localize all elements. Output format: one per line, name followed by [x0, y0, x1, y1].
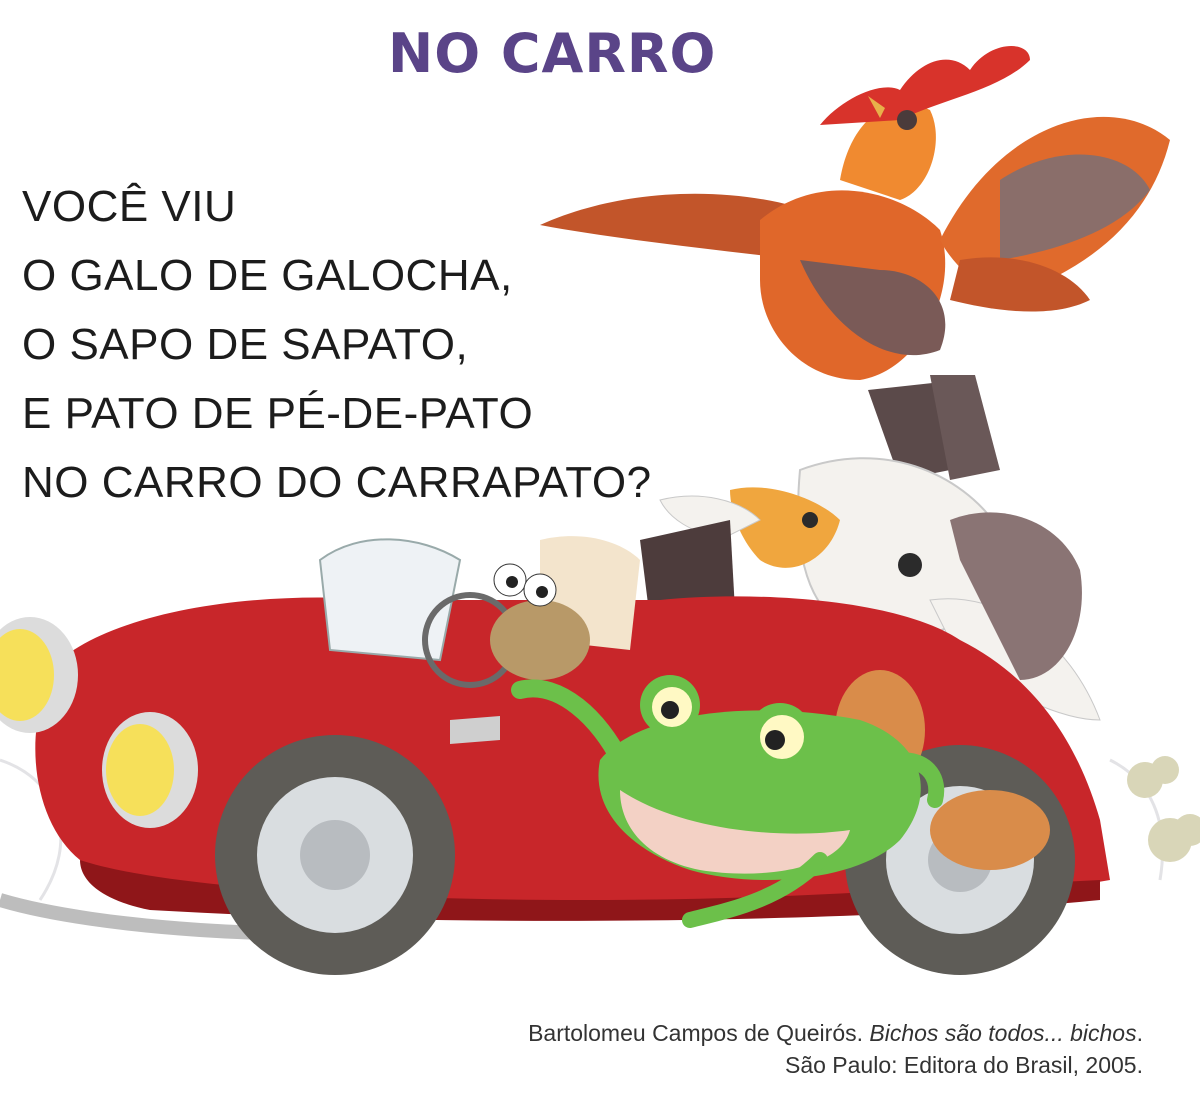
- poem-line: VOCÊ VIU: [22, 182, 237, 231]
- poem-line: O GALO DE GALOCHA,: [22, 251, 513, 300]
- poem-line: NO CARRO DO CARRAPATO?: [22, 458, 652, 507]
- citation-book-end: .: [1136, 1020, 1143, 1046]
- poem-line: O SAPO DE SAPATO,: [22, 320, 469, 369]
- citation-author: Bartolomeu Campos de Queirós.: [528, 1020, 863, 1046]
- exhaust-puffs: [1127, 756, 1200, 862]
- front-wheel: [215, 735, 455, 975]
- citation-book-title: Bichos são todos... bichos: [869, 1020, 1137, 1046]
- rooster-figure: [540, 46, 1170, 380]
- citation-line-1: [528, 1017, 1143, 1049]
- poem-line: E PATO DE PÉ-DE-PATO: [22, 389, 534, 438]
- citation-publication: São Paulo: Editora do Brasil, 2005.: [784, 1052, 1143, 1078]
- source-citation: [528, 1017, 1143, 1081]
- page-title: NO CARRO: [388, 22, 717, 85]
